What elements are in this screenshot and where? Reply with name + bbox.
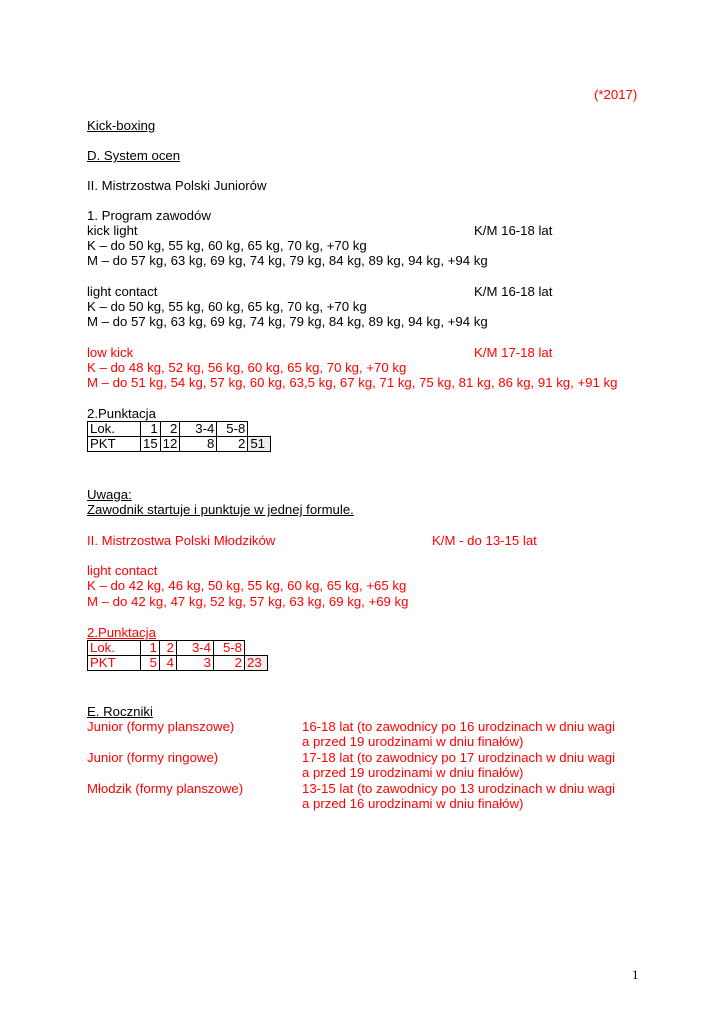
kick-light-k: K – do 50 kg, 55 kg, 60 kg, 65 kg, 70 kg, +70 kg bbox=[87, 238, 367, 253]
low-kick-m: M – do 51 kg, 54 kg, 57 kg, 60 kg, 63,5 kg, 67 kg, 71 kg, 75 kg, 81 kg, 86 kg, 91 kg, +91 kg bbox=[87, 375, 618, 390]
table-cell: 5 bbox=[141, 656, 160, 671]
youth-light-contact-m: M – do 42 kg, 47 kg, 52 kg, 57 kg, 63 kg, 69 kg, +69 kg bbox=[87, 594, 409, 609]
rocznik-desc-line2: a przed 16 urodzinami w dniu finałów) bbox=[302, 796, 524, 811]
youth-age: K/M - do 13-15 lat bbox=[432, 533, 537, 548]
light-contact-m: M – do 57 kg, 63 kg, 69 kg, 74 kg, 79 kg, 84 kg, 89 kg, 94 kg, +94 kg bbox=[87, 314, 488, 329]
table-cell: 3-4 bbox=[177, 641, 214, 656]
table-cell: 5-8 bbox=[214, 641, 245, 656]
rocznik-label: Junior (formy ringowe) bbox=[87, 750, 219, 765]
table-cell-empty bbox=[248, 422, 271, 437]
table-cell: 2 bbox=[214, 656, 245, 671]
table-cell-empty bbox=[245, 641, 268, 656]
rocznik-desc-line1: 17-18 lat (to zawodnicy po 17 urodzinach w dniu wagi bbox=[302, 750, 616, 765]
light-contact-name: light contact bbox=[87, 284, 158, 299]
youth-title: II. Mistrzostwa Polski Młodzików bbox=[87, 533, 276, 548]
table-cell: 3-4 bbox=[180, 422, 217, 437]
table-cell: 15 bbox=[141, 437, 161, 452]
light-contact-age: K/M 16-18 lat bbox=[474, 284, 553, 299]
year-tag: (*2017) bbox=[594, 87, 638, 102]
kick-light-name: kick light bbox=[87, 223, 138, 238]
page-number: 1 bbox=[632, 967, 639, 982]
rocznik-label: Młodzik (formy planszowe) bbox=[87, 781, 244, 796]
section-title: Kick-boxing bbox=[87, 118, 156, 133]
kick-light-age: K/M 16-18 lat bbox=[474, 223, 553, 238]
table-cell: 1 bbox=[141, 422, 161, 437]
kick-light-m: M – do 57 kg, 63 kg, 69 kg, 74 kg, 79 kg, 84 kg, 89 kg, 94 kg, +94 kg bbox=[87, 253, 488, 268]
table-cell: 3 bbox=[177, 656, 214, 671]
rocznik-desc-line1: 16-18 lat (to zawodnicy po 16 urodzinach w dniu wagi bbox=[302, 719, 616, 734]
program-title: 1. Program zawodów bbox=[87, 208, 211, 223]
note-title: Uwaga: bbox=[87, 487, 132, 502]
table-row bbox=[88, 422, 271, 437]
rocznik-desc-line2: a przed 19 urodzinami w dniu finałów) bbox=[302, 765, 524, 780]
roczniki-title: E. Roczniki bbox=[87, 704, 153, 719]
system-title: D. System ocen bbox=[87, 148, 181, 163]
table-cell: 2 bbox=[217, 437, 248, 452]
table-cell: 8 bbox=[180, 437, 217, 452]
low-kick-k: K – do 48 kg, 52 kg, 56 kg, 60 kg, 65 kg, 70 kg, +70 kg bbox=[87, 360, 407, 375]
table-cell: 2 bbox=[160, 641, 177, 656]
table-cell: 5-8 bbox=[217, 422, 248, 437]
light-contact-k: K – do 50 kg, 55 kg, 60 kg, 65 kg, 70 kg, +70 kg bbox=[87, 299, 367, 314]
low-kick-age: K/M 17-18 lat bbox=[474, 345, 553, 360]
table-cell: Lok. bbox=[88, 641, 141, 656]
youth-light-contact-name: light contact bbox=[87, 563, 158, 578]
juniors-points-title: 2.Punktacja bbox=[87, 406, 156, 421]
juniors-points-table bbox=[87, 421, 271, 452]
rocznik-desc-line1: 13-15 lat (to zawodnicy po 13 urodzinach w dniu wagi bbox=[302, 781, 616, 796]
table-cell-total: 51 bbox=[248, 437, 271, 452]
table-row bbox=[88, 641, 268, 656]
low-kick-name: low kick bbox=[87, 345, 134, 360]
table-cell: 4 bbox=[160, 656, 177, 671]
youth-light-contact-k: K – do 42 kg, 46 kg, 50 kg, 55 kg, 60 kg, 65 kg, +65 kg bbox=[87, 578, 407, 593]
youth-points-table bbox=[87, 640, 268, 671]
table-cell: PKT bbox=[88, 437, 141, 452]
juniors-title: II. Mistrzostwa Polski Juniorów bbox=[87, 178, 267, 193]
table-cell: 1 bbox=[141, 641, 160, 656]
rocznik-label: Junior (formy planszowe) bbox=[87, 719, 235, 734]
table-cell: 12 bbox=[160, 437, 180, 452]
table-cell: PKT bbox=[88, 656, 141, 671]
note-text: Zawodnik startuje i punktuje w jednej formule. bbox=[87, 502, 354, 517]
table-cell: 2 bbox=[160, 422, 180, 437]
rocznik-desc-line2: a przed 19 urodzinami w dniu finałów) bbox=[302, 734, 524, 749]
table-cell: Lok. bbox=[88, 422, 141, 437]
table-row bbox=[88, 656, 268, 671]
table-row bbox=[88, 437, 271, 452]
table-cell-total: 23 bbox=[245, 656, 268, 671]
youth-points-title: 2.Punktacja bbox=[87, 625, 156, 640]
